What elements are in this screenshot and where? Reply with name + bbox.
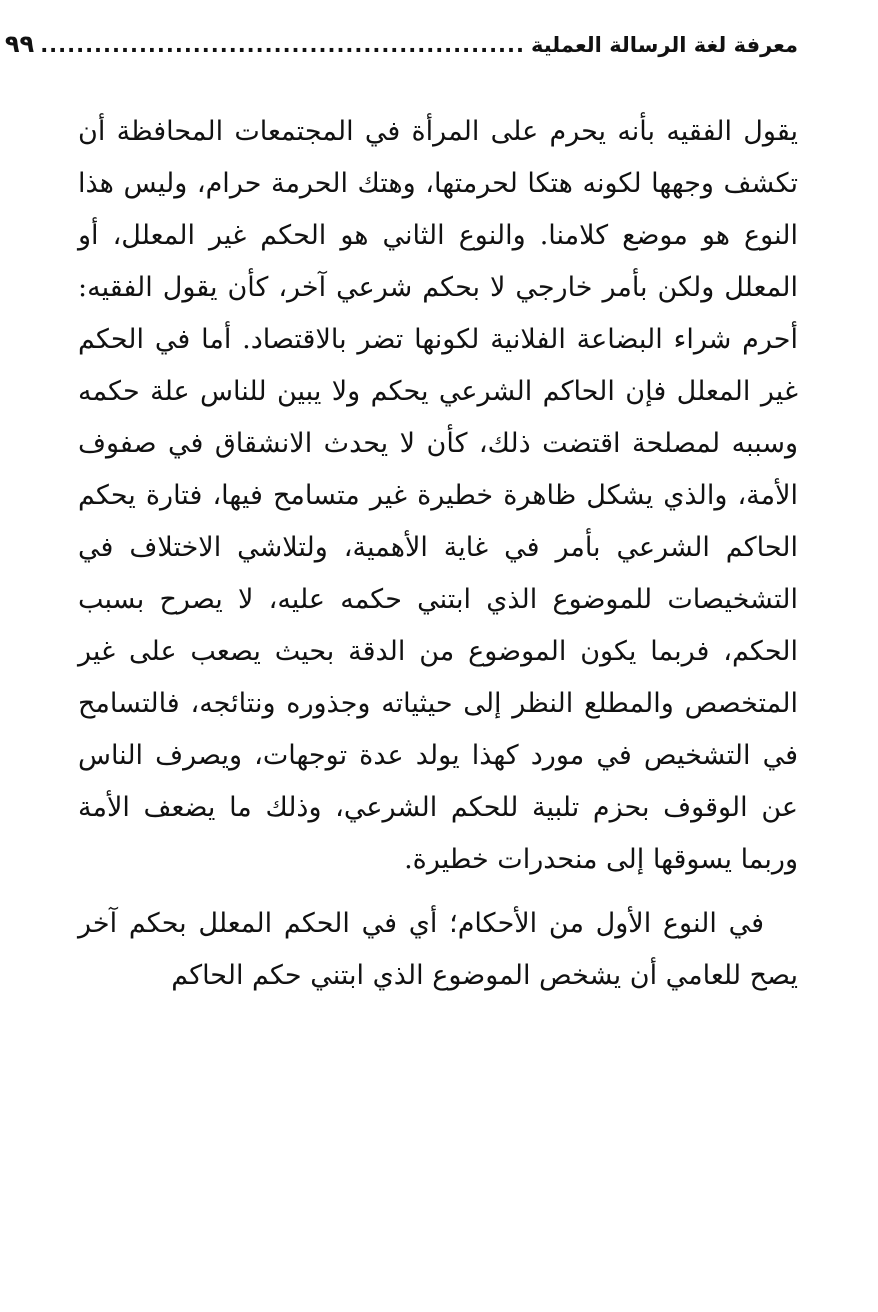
page-number: ٩٩ [4, 30, 35, 58]
dot-leader: ...................................................... [40, 33, 525, 57]
body-text [78, 106, 798, 1002]
book-title: معرفة لغة الرسالة العملية [530, 33, 798, 57]
running-header [4, 30, 798, 76]
page [4, 30, 798, 1002]
paragraph-1: يقول الفقيه بأنه يحرم على المرأة في المجتمعات المحافظة أن تكشف وجهها لكونه هتكا لحرمتها، وهتك الحرمة حرام، وليس هذا النوع هو موضع كلامنا. والنوع الثاني هو الحكم غير المعلل، أو المعلل ولكن بأمر خارجي لا بحكم شرعي آخر، كأن يقول الفقيه: أحرم شراء البضاعة الفلانية لكونها تضر بالاقتصاد. أما في الحكم غير المعلل فإن الحاكم الشرعي يحكم ولا يبين للناس علة حكمه وسببه لمصلحة اقتضت ذلك، كأن لا يحدث الانشقاق في صفوف الأمة، والذي يشكل ظاهرة خطيرة غير متسامح فيها، فتارة يحكم الحاكم الشرعي بأمر في غاية الأهمية، ولتلاشي الاختلاف في التشخيصات للموضوع الذي ابتني حكمه عليه، لا يصرح بسبب الحكم، فربما يكون الموضوع من الدقة بحيث يصعب على غير المتخصص والمطلع النظر إلى حيثياته وجذوره ونتائجه، فالتسامح في التشخيص في مورد كهذا يولد عدة توجهات، ويصرف الناس عن الوقوف بحزم تلبية للحكم الشرعي، وذلك ما يضعف الأمة وربما يسوقها إلى منحدرات خطيرة. [78, 116, 798, 875]
paragraph-2: في النوع الأول من الأحكام؛ أي في الحكم المعلل بحكم آخر يصح للعامي أن يشخص الموضوع الذي ابتني حكم الحاكم [78, 908, 798, 991]
